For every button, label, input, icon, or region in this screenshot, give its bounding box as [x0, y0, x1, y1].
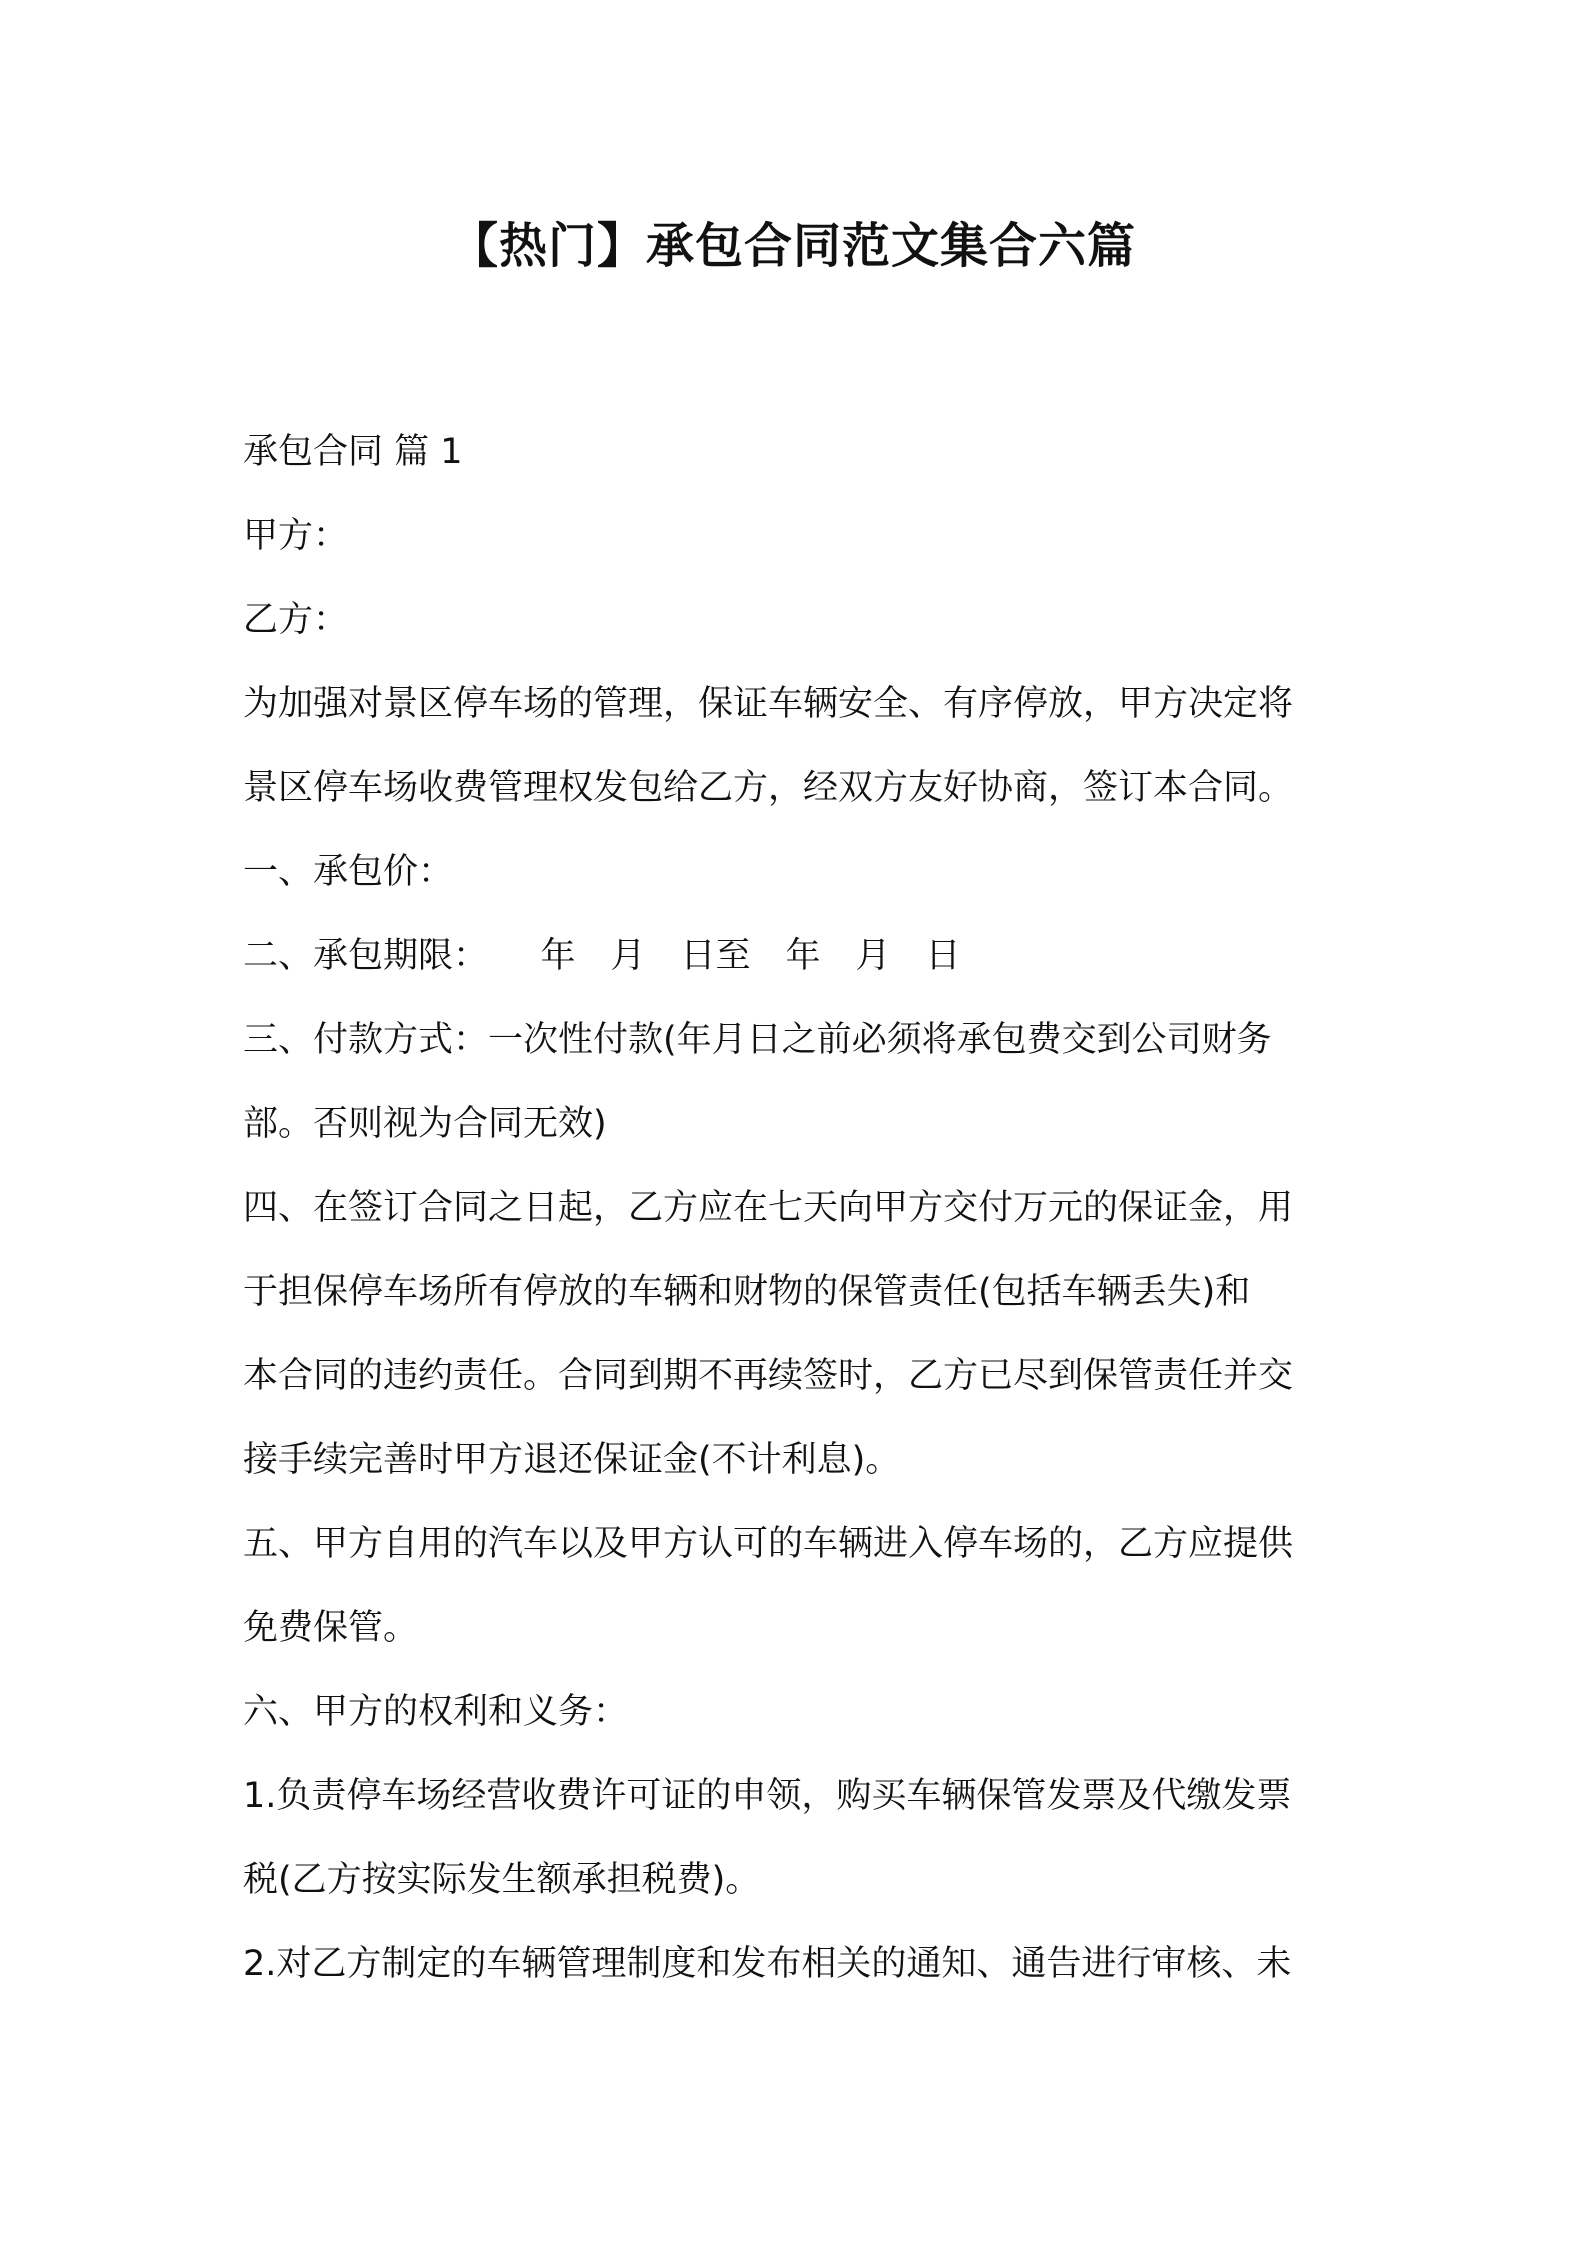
- clause-line: 三、付款方式：一次性付款(年月日之前必须将承包费交到公司财务: [243, 1020, 1272, 1060]
- clause-line: 二、承包期限： 年 月 日至 年 月 日: [243, 936, 961, 976]
- clause-line: 免费保管。: [243, 1608, 419, 1648]
- clause-line: 本合同的违约责任。合同到期不再续签时，乙方已尽到保管责任并交: [243, 1356, 1294, 1396]
- list-item-line: 税(乙方按实际发生额承担税费)。: [243, 1860, 761, 1900]
- document-title: 【热门】承包合同范文集合六篇: [449, 218, 1136, 274]
- clause-line: 五、甲方自用的汽车以及甲方认可的车辆进入停车场的，乙方应提供: [243, 1524, 1294, 1564]
- clause-line: 六、甲方的权利和义务：: [243, 1692, 629, 1732]
- section-heading: 承包合同 篇 1: [243, 432, 463, 472]
- clause-line: 部。否则视为合同无效): [243, 1104, 607, 1144]
- party-b-label: 乙方：: [243, 600, 349, 640]
- clause-line: 接手续完善时甲方退还保证金(不计利息)。: [243, 1440, 901, 1480]
- paragraph-line: 为加强对景区停车场的管理，保证车辆安全、有序停放，甲方决定将: [243, 684, 1294, 724]
- list-item-line: 2.对乙方制定的车辆管理制度和发布相关的通知、通告进行审核、未: [243, 1944, 1292, 1984]
- list-item-line: 1.负责停车场经营收费许可证的申领，购买车辆保管发票及代缴发票: [243, 1776, 1292, 1816]
- paragraph-line: 景区停车场收费管理权发包给乙方，经双方友好协商，签订本合同。: [243, 768, 1294, 808]
- clause-line: 于担保停车场所有停放的车辆和财物的保管责任(包括车辆丢失)和: [243, 1272, 1251, 1312]
- clause-line: 四、在签订合同之日起，乙方应在七天向甲方交付万元的保证金，用: [243, 1188, 1294, 1228]
- clause-line: 一、承包价：: [243, 852, 454, 892]
- party-a-label: 甲方：: [243, 516, 349, 556]
- document-body: [243, 410, 1353, 2006]
